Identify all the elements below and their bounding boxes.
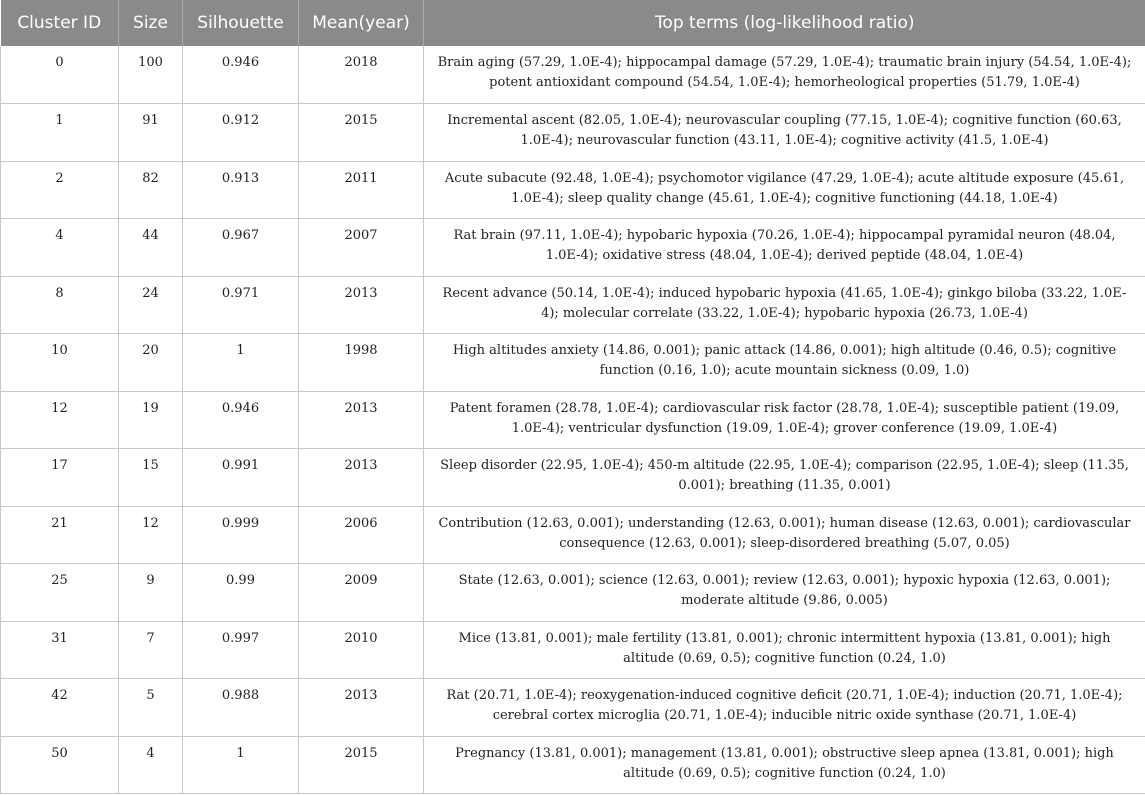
header-row — [1, 0, 1145, 46]
cell-top-terms: Recent advance (50.14, 1.0E-4); induced hypobaric hypoxia (41.65, 1.0E-4); ginkgo biloba (33.22, 1.0E-4); molecular correlate (33.22, 1.0E-4); hypobaric hypoxia (26.73, 1.0E-4) — [424, 276, 1145, 334]
cell-mean-year: 2015 — [299, 104, 424, 162]
cell-silhouette: 0.988 — [183, 679, 299, 737]
cell-cluster-id: 2 — [1, 161, 119, 219]
table-row — [1, 736, 1145, 794]
cell-top-terms: Patent foramen (28.78, 1.0E-4); cardiovascular risk factor (28.78, 1.0E-4); susceptible patient (19.09, 1.0E-4); ventricular dysfunction (19.09, 1.0E-4); grover conference (19.09, 1.0E-4) — [424, 391, 1145, 449]
cell-cluster-id: 25 — [1, 564, 119, 622]
header-cluster-id: Cluster ID — [1, 0, 119, 46]
cell-mean-year: 2009 — [299, 564, 424, 622]
cell-top-terms: Mice (13.81, 0.001); male fertility (13.81, 0.001); chronic intermittent hypoxia (13.81, 0.001); high altitude (0.69, 0.5); cognitive function (0.24, 1.0) — [424, 621, 1145, 679]
cell-top-terms: Pregnancy (13.81, 0.001); management (13.81, 0.001); obstructive sleep apnea (13.81, 0.001); high altitude (0.69, 0.5); cognitive function (0.24, 1.0) — [424, 736, 1145, 794]
cell-cluster-id: 42 — [1, 679, 119, 737]
cell-size: 15 — [119, 449, 183, 507]
cell-top-terms: Brain aging (57.29, 1.0E-4); hippocampal damage (57.29, 1.0E-4); traumatic brain injury (54.54, 1.0E-4); potent antioxidant compound (54.54, 1.0E-4); hemorheological properties (51.79, 1.0E-4) — [424, 46, 1145, 104]
table-row — [1, 506, 1145, 564]
cell-size: 24 — [119, 276, 183, 334]
cell-silhouette: 0.946 — [183, 46, 299, 104]
table-row — [1, 391, 1145, 449]
cell-mean-year: 2018 — [299, 46, 424, 104]
cell-mean-year: 2013 — [299, 276, 424, 334]
cell-size: 82 — [119, 161, 183, 219]
header-silhouette: Silhouette — [183, 0, 299, 46]
cell-silhouette: 0.912 — [183, 104, 299, 162]
cell-mean-year: 2013 — [299, 679, 424, 737]
table-row — [1, 161, 1145, 219]
cell-mean-year: 2007 — [299, 219, 424, 277]
cell-cluster-id: 12 — [1, 391, 119, 449]
cell-mean-year: 2015 — [299, 736, 424, 794]
cell-top-terms: Rat brain (97.11, 1.0E-4); hypobaric hypoxia (70.26, 1.0E-4); hippocampal pyramidal neuron (48.04, 1.0E-4); oxidative stress (48.04, 1.0E-4); derived peptide (48.04, 1.0E-4) — [424, 219, 1145, 277]
cell-cluster-id: 50 — [1, 736, 119, 794]
table-row — [1, 104, 1145, 162]
cell-silhouette: 0.997 — [183, 621, 299, 679]
cell-silhouette: 0.946 — [183, 391, 299, 449]
cell-silhouette: 0.971 — [183, 276, 299, 334]
cell-size: 7 — [119, 621, 183, 679]
cell-cluster-id: 8 — [1, 276, 119, 334]
table-row — [1, 564, 1145, 622]
cell-size: 100 — [119, 46, 183, 104]
cell-size: 5 — [119, 679, 183, 737]
cell-cluster-id: 10 — [1, 334, 119, 392]
header-mean-year: Mean(year) — [299, 0, 424, 46]
cell-top-terms: Sleep disorder (22.95, 1.0E-4); 450-m altitude (22.95, 1.0E-4); comparison (22.95, 1.0E-4); sleep (11.35, 0.001); breathing (11.35, 0.001) — [424, 449, 1145, 507]
table-row — [1, 219, 1145, 277]
cell-silhouette: 0.99 — [183, 564, 299, 622]
table-body — [1, 46, 1145, 794]
cell-cluster-id: 17 — [1, 449, 119, 507]
cell-mean-year: 2013 — [299, 449, 424, 507]
cell-cluster-id: 1 — [1, 104, 119, 162]
cell-silhouette: 0.991 — [183, 449, 299, 507]
cell-top-terms: Acute subacute (92.48, 1.0E-4); psychomotor vigilance (47.29, 1.0E-4); acute altitude exposure (45.61, 1.0E-4); sleep quality change (45.61, 1.0E-4); cognitive functioning (44.18, 1.0E-4) — [424, 161, 1145, 219]
cell-size: 4 — [119, 736, 183, 794]
cell-silhouette: 0.913 — [183, 161, 299, 219]
cell-top-terms: Contribution (12.63, 0.001); understanding (12.63, 0.001); human disease (12.63, 0.001); cardiovascular consequence (12.63, 0.001); sleep-disordered breathing (5.07, 0.05) — [424, 506, 1145, 564]
cell-top-terms: State (12.63, 0.001); science (12.63, 0.001); review (12.63, 0.001); hypoxic hypoxia (12.63, 0.001); moderate altitude (9.86, 0.005) — [424, 564, 1145, 622]
header-top-terms: Top terms (log-likelihood ratio) — [424, 0, 1145, 46]
table-row — [1, 276, 1145, 334]
cell-top-terms: Rat (20.71, 1.0E-4); reoxygenation-induced cognitive deficit (20.71, 1.0E-4); induction (20.71, 1.0E-4); cerebral cortex microglia (20.71, 1.0E-4); inducible nitric oxide synthase (20.71, 1.0E-4) — [424, 679, 1145, 737]
cell-top-terms: High altitudes anxiety (14.86, 0.001); panic attack (14.86, 0.001); high altitude (0.46, 0.5); cognitive function (0.16, 1.0); acute mountain sickness (0.09, 1.0) — [424, 334, 1145, 392]
cell-mean-year: 2010 — [299, 621, 424, 679]
table-row — [1, 46, 1145, 104]
cell-top-terms: Incremental ascent (82.05, 1.0E-4); neurovascular coupling (77.15, 1.0E-4); cognitive function (60.63, 1.0E-4); neurovascular function (43.11, 1.0E-4); cognitive activity (41.5, 1.0E-4) — [424, 104, 1145, 162]
cell-size: 12 — [119, 506, 183, 564]
cell-cluster-id: 21 — [1, 506, 119, 564]
table-header — [1, 0, 1145, 46]
header-size: Size — [119, 0, 183, 46]
cell-silhouette: 1 — [183, 334, 299, 392]
cell-mean-year: 2006 — [299, 506, 424, 564]
cell-cluster-id: 31 — [1, 621, 119, 679]
cell-size: 91 — [119, 104, 183, 162]
cell-mean-year: 2013 — [299, 391, 424, 449]
table-row — [1, 679, 1145, 737]
cell-size: 20 — [119, 334, 183, 392]
cell-size: 9 — [119, 564, 183, 622]
cell-mean-year: 2011 — [299, 161, 424, 219]
table-row — [1, 621, 1145, 679]
cell-size: 44 — [119, 219, 183, 277]
cell-silhouette: 0.999 — [183, 506, 299, 564]
cell-mean-year: 1998 — [299, 334, 424, 392]
cell-size: 19 — [119, 391, 183, 449]
table-row — [1, 334, 1145, 392]
cell-cluster-id: 4 — [1, 219, 119, 277]
cell-silhouette: 0.967 — [183, 219, 299, 277]
cell-cluster-id: 0 — [1, 46, 119, 104]
cell-silhouette: 1 — [183, 736, 299, 794]
table-row — [1, 449, 1145, 507]
